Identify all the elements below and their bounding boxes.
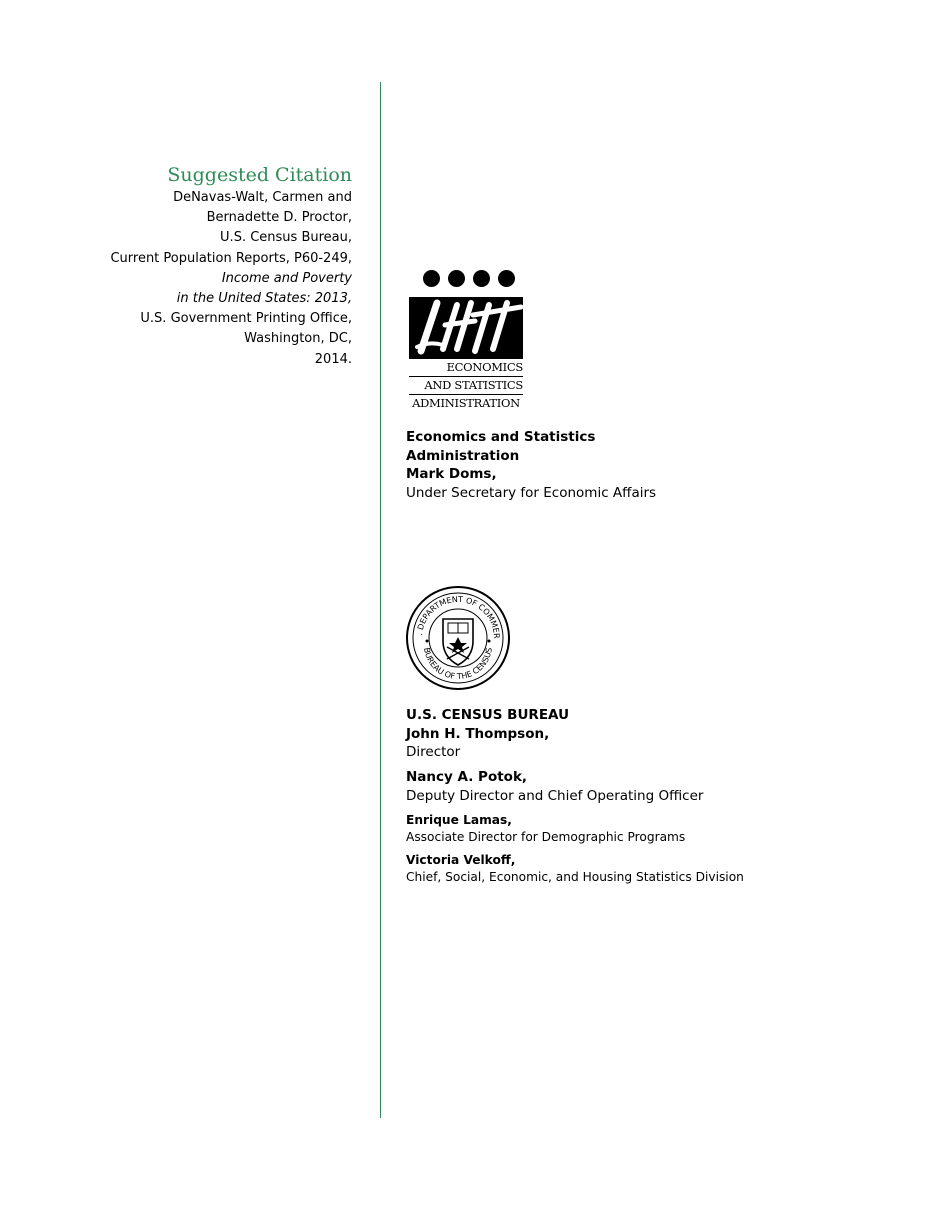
esa-leader-title: Under Secretary for Economic Affairs (406, 485, 657, 502)
official-name: John H. Thompson, (406, 725, 550, 742)
citation-line: 2014. (314, 351, 352, 367)
citation-line: U.S. Government Printing Office, (140, 311, 352, 327)
vertical-divider (380, 82, 381, 1118)
citation-heading: Suggested Citation (167, 164, 352, 186)
esa-leadership (406, 428, 656, 503)
citation-line: DeNavas-Walt, Carmen and (173, 190, 352, 205)
logo-wordmark: ECONOMICS AND STATISTICS ADMINISTRATION (409, 359, 523, 412)
logo-dots (409, 270, 523, 289)
census-leadership (406, 706, 744, 886)
commerce-seal-icon (405, 585, 511, 691)
citation-line: Washington, DC, (244, 331, 352, 347)
esa-logo (409, 270, 523, 412)
official-title: Deputy Director and Chief Operating Officer (406, 787, 704, 804)
official-name: Enrique Lamas, (406, 812, 512, 827)
svg-text:BUREAU OF THE CENSUS: BUREAU OF THE CENSUS (422, 646, 494, 682)
svg-text:U.S. DEPARTMENT OF COMMERCE: . DEPARTMENT OF COMMER (415, 594, 502, 639)
esa-org-name: Administration (406, 447, 520, 464)
suggested-citation (52, 163, 352, 370)
official-title: Associate Director for Demographic Programs (406, 829, 686, 844)
official-name: Victoria Velkoff, (406, 852, 516, 867)
citation-line: U.S. Census Bureau, (220, 230, 352, 246)
bureau-name: U.S. CENSUS BUREAU (406, 707, 570, 723)
citation-report-title: in the United States: 2013, (176, 291, 352, 307)
official-title: Director (406, 744, 461, 761)
official-name: Nancy A. Potok, (406, 769, 528, 786)
logo-brush-mark-icon (409, 297, 523, 359)
citation-line: Current Population Reports, P60-249, (110, 250, 352, 266)
esa-leader-name: Mark Doms, (406, 466, 497, 483)
citation-report-title: Income and Poverty (221, 270, 352, 286)
official-title: Chief, Social, Economic, and Housing Statistics Division (406, 869, 744, 884)
citation-line: Bernadette D. Proctor, (206, 210, 352, 226)
esa-org-name: Economics and Statistics (406, 429, 596, 445)
